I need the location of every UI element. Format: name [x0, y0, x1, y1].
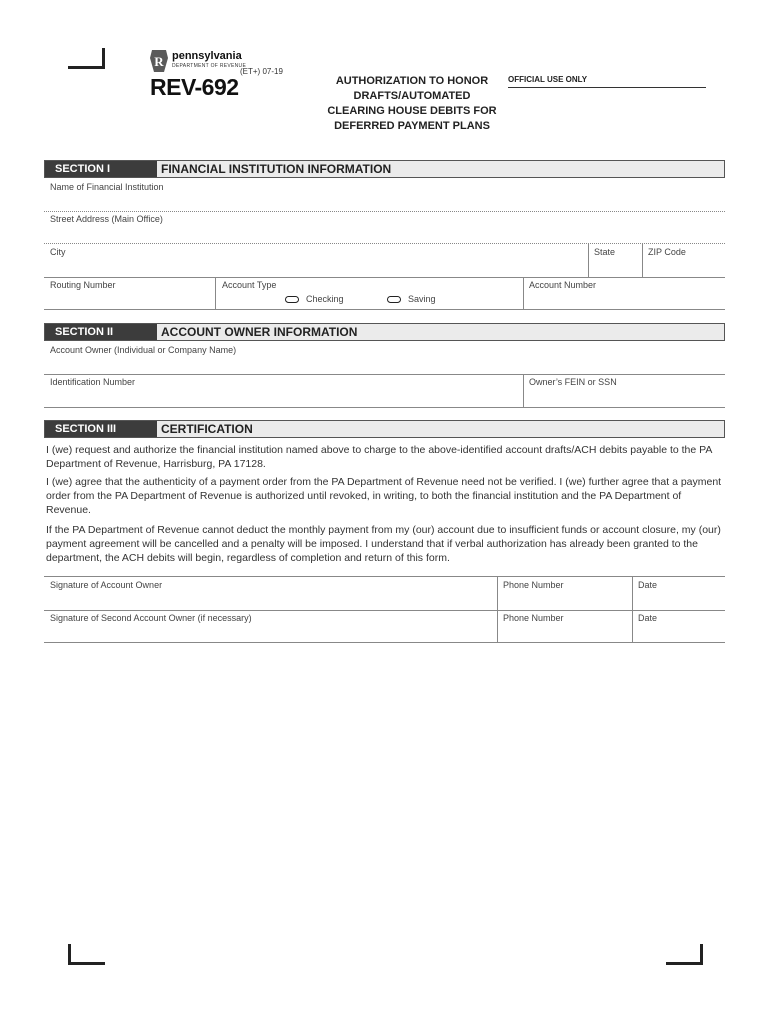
identification-number-label: Identification Number — [50, 377, 136, 387]
form-title-line: DEFERRED PAYMENT PLANS — [334, 120, 490, 132]
form-title-line: AUTHORIZATION TO HONOR — [335, 75, 489, 87]
section-label: SECTION I — [45, 161, 157, 177]
divider — [44, 309, 725, 310]
registration-mark-bottom-left — [68, 944, 105, 965]
signature-1-field[interactable] — [44, 577, 497, 609]
section-title: FINANCIAL INSTITUTION INFORMATION — [161, 162, 392, 176]
divider — [44, 642, 725, 643]
section-label: SECTION II — [45, 324, 157, 340]
routing-number-label: Routing Number — [50, 280, 116, 290]
form-number: REV-692 — [150, 74, 239, 100]
phone-1-field[interactable] — [498, 577, 631, 609]
certification-paragraph: I (we) agree that the authenticity of a payment order from the PA Department of Revenue need not be verified. I (we) further agree that a payment order from the PA Department of Revenue is authorized until revoked, in writing, to both the financial institution and the PA Department of Revenue. — [46, 476, 722, 516]
street-address-field[interactable] — [44, 212, 725, 242]
date-2-label: Date — [638, 613, 658, 623]
street-address-label: Street Address (Main Office) — [50, 214, 163, 224]
divider — [215, 278, 216, 309]
section-2-header — [44, 323, 725, 341]
agency-dept: DEPARTMENT OF REVENUE — [172, 63, 247, 69]
zip-field[interactable] — [643, 244, 725, 276]
section-title: CERTIFICATION — [161, 422, 253, 436]
divider — [44, 407, 725, 408]
date-1-label: Date — [638, 580, 658, 590]
identification-number-field[interactable] — [44, 375, 523, 406]
section-3-header — [44, 420, 725, 438]
official-use-field: OFFICIAL USE ONLY — [508, 75, 706, 88]
institution-name-label: Name of Financial Institution — [50, 182, 164, 192]
signature-1-label: Signature of Account Owner — [50, 580, 163, 590]
zip-label: ZIP Code — [648, 247, 686, 257]
form-title-line: CLEARING HOUSE DEBITS FOR — [327, 105, 497, 117]
routing-number-field[interactable] — [44, 278, 214, 308]
checking-label: Checking — [306, 294, 344, 304]
state-label: State — [594, 247, 616, 257]
section-label: SECTION III — [45, 421, 157, 437]
city-label: City — [50, 247, 66, 257]
section-title: ACCOUNT OWNER INFORMATION — [161, 325, 358, 339]
signature-2-label: Signature of Second Account Owner (if necessary) — [50, 613, 252, 623]
agency-name: pennsylvania — [172, 50, 242, 62]
section-1-header — [44, 160, 725, 178]
saving-label: Saving — [408, 294, 436, 304]
account-owner-label: Account Owner (Individual or Company Name) — [50, 345, 237, 355]
institution-name-field[interactable] — [44, 180, 725, 210]
pa-keystone-logo-icon — [150, 50, 168, 72]
svg-text:R: R — [154, 54, 164, 69]
city-field[interactable] — [44, 244, 588, 276]
form-title — [316, 74, 508, 134]
state-field[interactable] — [589, 244, 641, 276]
account-number-label: Account Number — [529, 280, 597, 290]
date-1-field[interactable] — [633, 577, 725, 609]
registration-mark-bottom-right — [666, 944, 703, 965]
date-2-field[interactable] — [633, 611, 725, 642]
certification-paragraph: If the PA Department of Revenue cannot deduct the monthly payment from my (our) account due to insufficient funds or account closure, my (our) payment agreement will be cancelled and a penalty will be imposed. I understand that if verbal authorization has already been granted to the department, the ACH debits will begin, regardless of completion and return of this form. — [46, 524, 721, 564]
signature-2-field[interactable] — [44, 611, 497, 642]
account-owner-field[interactable] — [44, 342, 725, 373]
account-type-label: Account Type — [222, 280, 277, 290]
form-title-line: DRAFTS/AUTOMATED — [353, 90, 471, 102]
saving-checkbox[interactable] — [387, 296, 401, 303]
phone-2-label: Phone Number — [503, 613, 564, 623]
account-number-field[interactable] — [524, 278, 725, 308]
certification-paragraph: I (we) request and authorize the financial institution named above to charge to the above-identified account drafts/ACH debits payable to the PA Department of Revenue, Harrisburg, PA 17128. — [46, 444, 712, 470]
fein-ssn-label: Owner’s FEIN or SSN — [529, 377, 617, 387]
registration-mark-top — [68, 48, 105, 69]
fein-ssn-field[interactable] — [524, 375, 725, 406]
form-revision: (ET+) 07-19 — [240, 67, 283, 76]
phone-1-label: Phone Number — [503, 580, 564, 590]
phone-2-field[interactable] — [498, 611, 631, 642]
checking-checkbox[interactable] — [285, 296, 299, 303]
